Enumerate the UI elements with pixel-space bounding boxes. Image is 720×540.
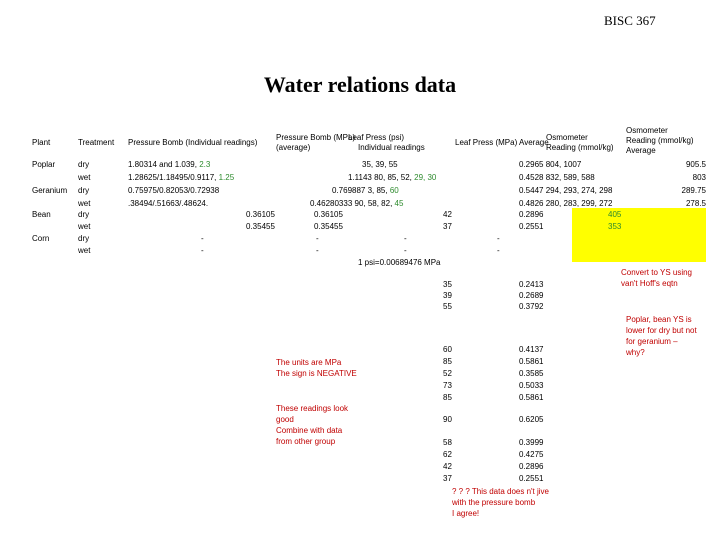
pb-individual: 0.75975/0.82053/0.72938 bbox=[128, 186, 220, 195]
readings-note-line: good bbox=[276, 415, 294, 424]
psi-value: 85 bbox=[443, 393, 452, 402]
lp-individual: 35, 39, 55 bbox=[362, 160, 398, 169]
mpa-value: 0.3585 bbox=[519, 369, 544, 378]
col-lp-avg: Leaf Press (MPa) Average bbox=[455, 138, 549, 147]
row-treatment: wet bbox=[78, 246, 91, 255]
psi-value: 52 bbox=[443, 369, 452, 378]
col-pb-individual: Pressure Bomb (Individual readings) bbox=[128, 138, 258, 147]
row-treatment: dry bbox=[78, 186, 90, 195]
psi-value: 35 bbox=[443, 280, 452, 289]
col-pb-avg-2: (average) bbox=[276, 143, 311, 152]
mpa-value: 0.4137 bbox=[519, 345, 544, 354]
pb-individual: - bbox=[201, 246, 204, 255]
osm-average: 405 bbox=[608, 210, 622, 219]
osm-average: 353 bbox=[608, 222, 622, 231]
mpa-value: 0.6205 bbox=[519, 415, 544, 424]
psi-value: 55 bbox=[443, 302, 452, 311]
mpa-value: 0.4275 bbox=[519, 450, 544, 459]
row-plant: Corn bbox=[32, 234, 50, 243]
lp-average: 0.4528 832, 589, 588 bbox=[519, 173, 595, 182]
pb-individual: 1.80314 and 1.039, 2.3 bbox=[128, 160, 211, 169]
pb-individual: - bbox=[201, 234, 204, 243]
pb-individual: .38494/.51663/.48624. bbox=[128, 199, 209, 208]
psi-value: 90 bbox=[443, 415, 452, 424]
poplar-note-line: Poplar, bean YS is bbox=[626, 315, 692, 324]
col-osm-avg-1: Osmometer bbox=[626, 126, 668, 135]
pb-extra: 0.36105 bbox=[246, 210, 275, 219]
pb-average: - bbox=[316, 234, 319, 243]
pb-average: 0.35455 bbox=[314, 222, 343, 231]
psi-value: 62 bbox=[443, 450, 452, 459]
readings-note-line: from other group bbox=[276, 437, 336, 446]
psi-value: 85 bbox=[443, 357, 452, 366]
mpa-value: 0.3792 bbox=[519, 302, 544, 311]
psi-value: 60 bbox=[443, 345, 452, 354]
psi-value: 73 bbox=[443, 381, 452, 390]
col-osm-avg-3: Average bbox=[626, 146, 656, 155]
pb-individual: 1.28625/1.18495/0.9117, 1.25 bbox=[128, 173, 235, 182]
highlight-block bbox=[572, 208, 706, 262]
lp-average: 0.2551 bbox=[519, 222, 544, 231]
row-plant: Poplar bbox=[32, 160, 56, 169]
convert-note-line: van't Hoff's eqtn bbox=[621, 279, 678, 288]
row-treatment: wet bbox=[78, 173, 91, 182]
lp-individual: 1.1143 80, 85, 52, 29, 30 bbox=[348, 173, 437, 182]
col-osm-avg-2: Reading (mmol/kg) bbox=[626, 136, 694, 145]
lp-individual: 0.769887 3, 85, 60 bbox=[332, 186, 399, 195]
col-osm-1: Osmometer bbox=[546, 133, 588, 142]
lp-average: 0.2965 804, 1007 bbox=[519, 160, 582, 169]
lp-average: - bbox=[497, 246, 500, 255]
psi-value: 37 bbox=[443, 474, 452, 483]
mpa-value: 0.5861 bbox=[519, 393, 544, 402]
row-plant: Geranium bbox=[32, 186, 68, 195]
jive-note-line: ? ? ? This data does n't jive bbox=[452, 487, 549, 496]
readings-note-line: Combine with data bbox=[276, 426, 343, 435]
jive-note-line: with the pressure bomb bbox=[452, 498, 536, 507]
psi-value: 39 bbox=[443, 291, 452, 300]
lp-individual: 37 bbox=[443, 222, 452, 231]
mpa-value: 0.2896 bbox=[519, 462, 544, 471]
row-treatment: wet bbox=[78, 199, 91, 208]
jive-note-line: I agree! bbox=[452, 509, 480, 518]
col-treatment: Treatment bbox=[78, 138, 115, 147]
convert-note-line: Convert to YS using bbox=[621, 268, 693, 277]
osm-average: 905.5 bbox=[685, 160, 706, 169]
mpa-value: 0.2551 bbox=[519, 474, 544, 483]
pb-average: 0.36105 bbox=[314, 210, 343, 219]
poplar-note-line: why? bbox=[626, 348, 645, 357]
osm-average: 278.5 bbox=[685, 199, 706, 208]
pb-average: - bbox=[316, 246, 319, 255]
poplar-note-line: for geranium – bbox=[626, 337, 678, 346]
lp-average: 0.4826 280, 283, 299, 272 bbox=[519, 199, 613, 208]
pb-extra: 0.35455 bbox=[246, 222, 275, 231]
osm-average: 803 bbox=[692, 173, 706, 182]
row-treatment: dry bbox=[78, 210, 90, 219]
row-plant: Bean bbox=[32, 210, 51, 219]
psi-value: 58 bbox=[443, 438, 452, 447]
row-treatment: dry bbox=[78, 234, 90, 243]
lp-individual: - bbox=[404, 246, 407, 255]
lp-average: 0.5447 294, 293, 274, 298 bbox=[519, 186, 613, 195]
col-pb-avg-1: Pressure Bomb (MPa) bbox=[276, 133, 356, 142]
row-treatment: wet bbox=[78, 222, 91, 231]
psi-value: 42 bbox=[443, 462, 452, 471]
row-treatment: dry bbox=[78, 160, 90, 169]
mpa-value: 0.5861 bbox=[519, 357, 544, 366]
course-header: BISC 367 bbox=[604, 13, 656, 28]
osm-average: 289.75 bbox=[681, 186, 706, 195]
units-note-line: The units are MPa bbox=[276, 358, 342, 367]
lp-individual: 0.46280333 90, 58, 82, 45 bbox=[310, 199, 404, 208]
lp-average: 0.2896 bbox=[519, 210, 544, 219]
units-note-line: The sign is NEGATIVE bbox=[276, 369, 357, 378]
page-title: Water relations data bbox=[263, 72, 457, 97]
col-osm-2: Reading (mmol/kg) bbox=[546, 143, 614, 152]
col-lp-ind-1: Leaf Press (psi) bbox=[348, 133, 405, 142]
mpa-value: 0.2413 bbox=[519, 280, 544, 289]
conversion-note: 1 psi=0.00689476 MPa bbox=[358, 258, 441, 267]
lp-average: - bbox=[497, 234, 500, 243]
mpa-value: 0.5033 bbox=[519, 381, 544, 390]
readings-note-line: These readings look bbox=[276, 404, 349, 413]
mpa-value: 0.3999 bbox=[519, 438, 544, 447]
col-lp-ind-2: Individual readings bbox=[358, 143, 425, 152]
lp-individual: 42 bbox=[443, 210, 452, 219]
poplar-note-line: lower for dry but not bbox=[626, 326, 697, 335]
lp-individual: - bbox=[404, 234, 407, 243]
mpa-value: 0.2689 bbox=[519, 291, 544, 300]
col-plant: Plant bbox=[32, 138, 51, 147]
